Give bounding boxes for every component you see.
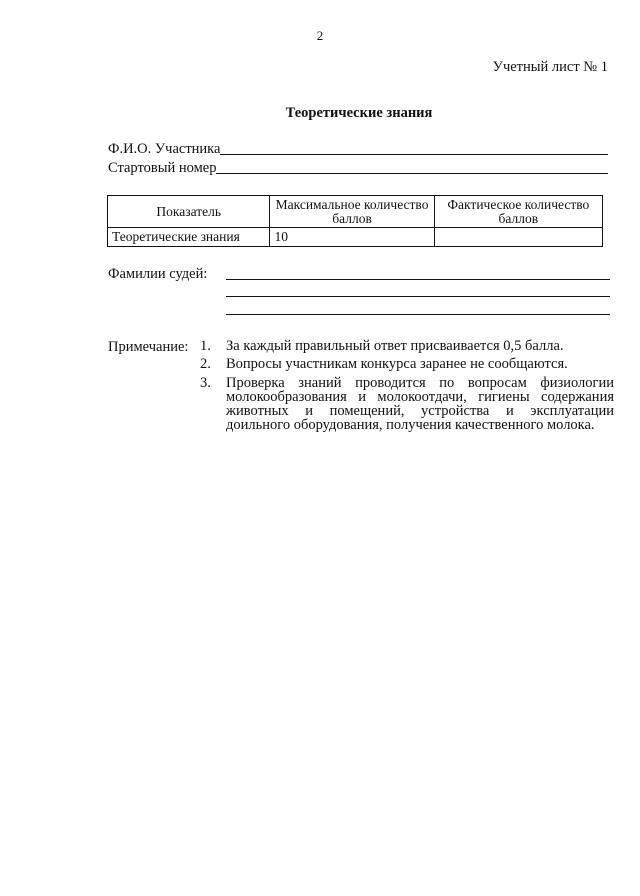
note-text: За каждый правильный ответ присваивается 0,5 балла. — [226, 338, 564, 354]
cell-indicator: Теоретические знания — [108, 228, 270, 247]
note-number: 1. — [200, 338, 211, 354]
note-text: Проверка знаний проводится по вопросам физиологии молокообразования и молокоотдачи, гигиены содержания животных и помещений, устройства и эксплуатации доильного оборудования, получения качественного молока. — [226, 375, 614, 433]
note-text: Вопросы участникам конкурса заранее не сообщаются. — [226, 356, 568, 372]
note-number: 3. — [200, 375, 211, 391]
cell-actual-score — [434, 228, 602, 247]
sheet-label: Учетный лист № 1 — [492, 59, 608, 75]
start-number-label: Стартовый номер — [108, 160, 217, 176]
note-item-2 — [200, 357, 614, 371]
cell-max-score: 10 — [270, 228, 434, 247]
judges-line-3 — [226, 314, 610, 315]
start-number-field — [108, 157, 608, 177]
participant-name-label: Ф.И.О. Участника — [108, 141, 221, 157]
judges-label: Фамилии судей: — [108, 266, 208, 282]
participant-name-line — [220, 140, 608, 155]
judges-line-1 — [226, 279, 610, 280]
table-row — [108, 228, 603, 247]
start-number-line — [216, 159, 608, 174]
header-indicator: Показатель — [108, 196, 270, 228]
note-item-1 — [200, 339, 614, 353]
judges-line-2 — [226, 296, 610, 297]
table-header-row — [108, 196, 603, 228]
score-table — [107, 195, 603, 247]
page-number: 2 — [316, 28, 324, 43]
notes-label: Примечание: — [108, 339, 189, 355]
section-title: Теоретические знания — [285, 105, 433, 121]
header-max-score: Максимальное количество баллов — [270, 196, 434, 228]
note-number: 2. — [200, 356, 211, 372]
header-actual-score: Фактическое количество баллов — [434, 196, 602, 228]
note-item-3 — [200, 376, 614, 432]
participant-name-field — [108, 138, 608, 158]
